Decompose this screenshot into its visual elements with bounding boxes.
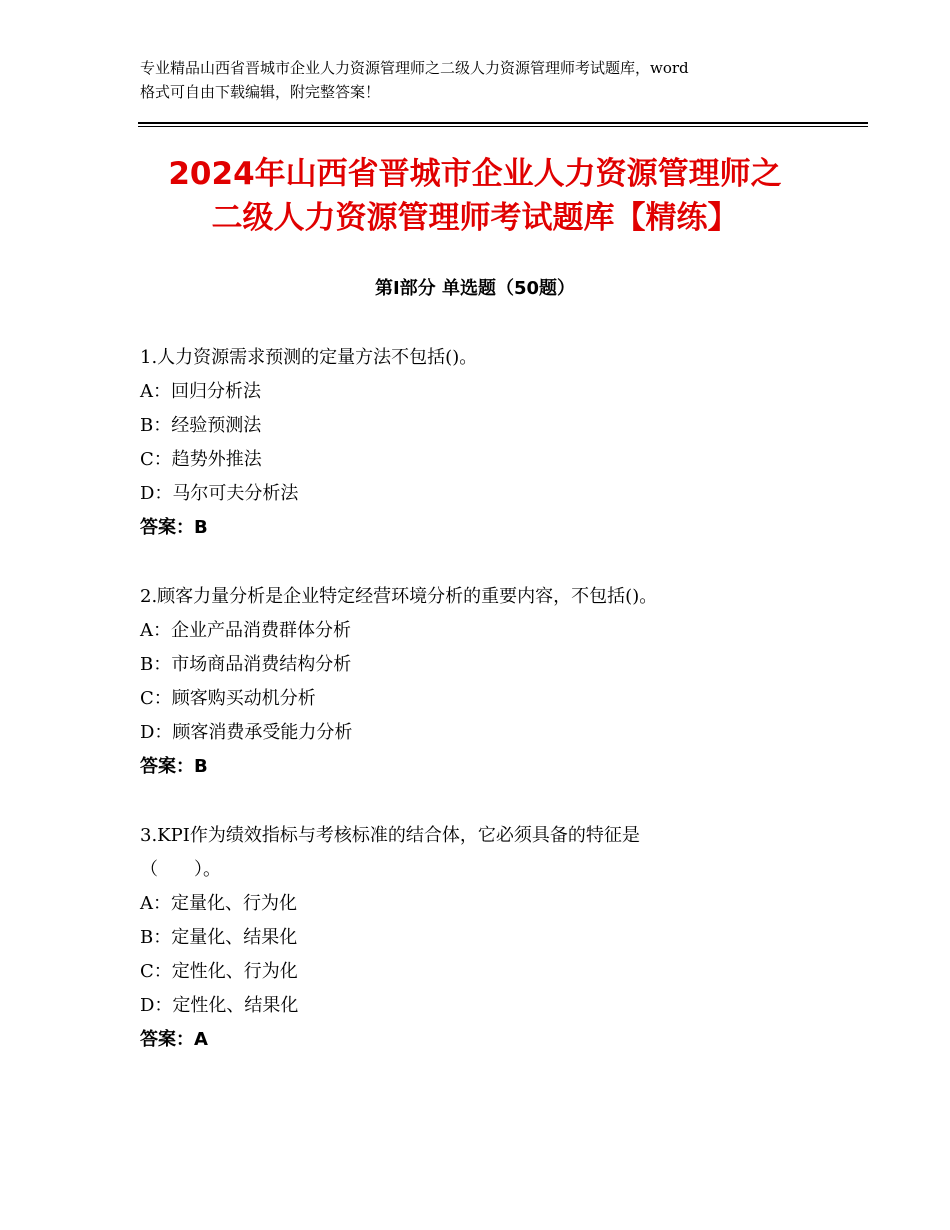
question-stem: 1.人力资源需求预测的定量方法不包括()。 bbox=[140, 347, 478, 368]
option-a: A：定量化、行为化 bbox=[140, 893, 297, 914]
option-a: A：企业产品消费群体分析 bbox=[140, 620, 351, 641]
document-title bbox=[0, 152, 950, 240]
question-2 bbox=[140, 580, 860, 784]
header-note-line: 专业精品山西省晋城市企业人力资源管理师之二级人力资源管理师考试题库，word bbox=[140, 59, 689, 77]
option-d: D：马尔可夫分析法 bbox=[140, 483, 299, 504]
document-title-line: 二级人力资源管理师考试题库【精练】 bbox=[211, 200, 739, 236]
option-d: D：定性化、结果化 bbox=[140, 995, 299, 1016]
option-a: A：回归分析法 bbox=[140, 381, 261, 402]
option-c: C：定性化、行为化 bbox=[140, 961, 298, 982]
question-3 bbox=[140, 819, 860, 1057]
question-stem: 3.KPI作为绩效指标与考核标准的结合体，它必须具备的特征是 bbox=[140, 825, 640, 846]
option-c: C：顾客购买动机分析 bbox=[140, 688, 316, 709]
option-b: B：市场商品消费结构分析 bbox=[140, 654, 352, 675]
answer: 答案：B bbox=[140, 756, 208, 777]
header-divider-thin bbox=[138, 126, 868, 127]
header-note bbox=[140, 56, 840, 104]
answer: 答案：A bbox=[140, 1029, 208, 1050]
section-title: 第Ⅰ部分 单选题（50题） bbox=[374, 278, 575, 299]
question-stem: 2.顾客力量分析是企业特定经营环境分析的重要内容，不包括()。 bbox=[140, 586, 658, 607]
answer: 答案：B bbox=[140, 517, 208, 538]
header-divider-thick bbox=[138, 122, 868, 124]
option-b: B：经验预测法 bbox=[140, 415, 262, 436]
document-title-line: 2024年山西省晋城市企业人力资源管理师之 bbox=[168, 156, 782, 192]
header-note-line: 格式可自由下载编辑，附完整答案！ bbox=[140, 83, 381, 101]
option-b: B：定量化、结果化 bbox=[140, 927, 298, 948]
question-stem-continuation: （ ）。 bbox=[140, 859, 221, 880]
question-1 bbox=[140, 341, 860, 545]
option-c: C：趋势外推法 bbox=[140, 449, 262, 470]
option-d: D：顾客消费承受能力分析 bbox=[140, 722, 353, 743]
